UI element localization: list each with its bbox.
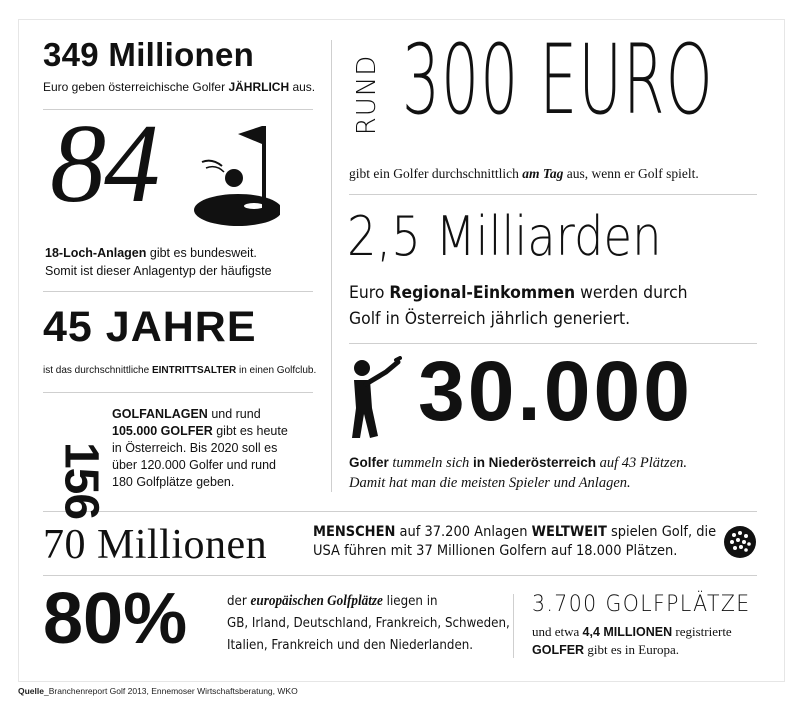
center-divider: [331, 40, 332, 492]
caption-text: gibt ein Golfer durchschnittlich: [349, 166, 523, 181]
stat-30000-line2: Damit hat man die meisten Spieler und Anlagen.: [349, 475, 631, 491]
caption-text: ist das durchschnittliche: [43, 365, 152, 376]
caption-strong: in Niederösterreich: [472, 455, 596, 470]
golf-flag-hole-icon: [188, 122, 280, 232]
caption-text: auf 37.200 Anlagen: [395, 524, 532, 540]
caption-text: der: [227, 593, 251, 609]
stat-80-line1: [227, 593, 438, 610]
divider-left-3: [43, 392, 313, 393]
stat-70-line2: USA führen mit 37 Millionen Golfern auf 18.000 Plätzen.: [313, 543, 678, 559]
stat-3700-golfplaetze: 3.700 GOLFPLÄTZE: [532, 592, 751, 617]
stat-3700-line2: [532, 642, 679, 658]
stat-156-line3: in Österreich. Bis 2020 soll es: [112, 441, 278, 455]
stat-156-line2: [112, 424, 288, 438]
divider-full-2: [43, 575, 757, 576]
source-text: _Branchenreport Golf 2013, Ennemoser Wirtschaftsberatung, WKO: [43, 686, 298, 696]
stat-156-line4: über 120.000 Golfer und rund: [112, 458, 277, 472]
stat-300-rund: RUND: [352, 54, 382, 136]
stat-156-line1: [112, 407, 261, 421]
stat-3700-line1: [532, 624, 732, 640]
divider-left-2: [43, 291, 313, 292]
caption-text: gibt es bundesweit.: [146, 246, 257, 260]
caption-text: tummeln sich: [388, 455, 473, 471]
stat-30000: 30.000: [418, 344, 693, 438]
caption-strong: Golfer: [349, 455, 389, 470]
golf-ball-icon: [723, 525, 757, 559]
stat-80-line2: GB, Irland, Deutschland, Frankreich, Schweden,: [227, 615, 510, 631]
caption-strong: JÄHRLICH: [228, 80, 290, 94]
caption-strong: MENSCHEN: [313, 524, 396, 540]
stat-80-line3: Italien, Frankreich und den Niederlanden.: [227, 637, 474, 653]
stat-80-percent: 80%: [43, 579, 188, 659]
golfer-swing-icon: [346, 356, 402, 442]
caption-strong: 18-Loch-Anlagen: [45, 246, 147, 260]
stat-349-caption: [43, 80, 315, 94]
caption-strong: WELTWEIT: [531, 524, 607, 540]
stat-70-line1: [313, 524, 716, 540]
caption-text: aus.: [289, 80, 316, 94]
stat-300-euro: 300 EURO: [402, 24, 714, 136]
stat-156-number: 156: [54, 441, 108, 520]
caption-text: Euro geben österreichische Golfer: [43, 80, 229, 94]
stat-70-millionen: 70 Millionen: [43, 522, 268, 568]
stat-2-5-line2: Golf in Österreich jährlich generiert.: [349, 309, 631, 329]
caption-text: und etwa: [532, 624, 583, 639]
source-label: Quelle: [18, 686, 44, 696]
caption-strong: GOLFANLAGEN: [112, 407, 208, 421]
stat-30000-line1: [349, 455, 687, 472]
caption-text: und rund: [207, 407, 261, 421]
stat-2-5-milliarden: 2,5 Milliarden: [347, 205, 662, 268]
stat-2-5-line1: [349, 283, 688, 303]
stat-84-caption-line2: Somit ist dieser Anlagentyp der häufigste: [45, 264, 272, 278]
stat-45-caption: [43, 365, 316, 376]
caption-text: spielen Golf, die: [606, 524, 717, 540]
caption-strong: GOLFER: [532, 643, 585, 657]
caption-strong: Regional-Einkommen: [389, 283, 576, 303]
stat-45-jahre: 45 JAHRE: [43, 303, 257, 351]
stat-84-caption-line1: [45, 246, 257, 260]
divider-right-1: [349, 194, 757, 195]
stat-156-line5: 180 Golfplätze geben.: [112, 475, 235, 489]
stat-300-caption: [349, 166, 699, 182]
caption-strong: 105.000 GOLFER: [112, 424, 213, 438]
stat-84-number: 84: [50, 102, 158, 226]
caption-text: werden durch: [575, 283, 688, 303]
caption-text: auf 43 Plätzen.: [595, 455, 688, 471]
divider-bottom-vertical: [513, 594, 514, 658]
caption-strong: 4,4 MILLIONEN: [582, 625, 673, 639]
caption-text: gibt es in Europa.: [584, 642, 680, 657]
caption-text: liegen in: [382, 593, 438, 609]
caption-text: Euro: [349, 283, 390, 303]
caption-text: in einen Golfclub.: [236, 365, 317, 376]
caption-text: gibt es heute: [212, 424, 288, 438]
divider-full-1: [43, 511, 757, 512]
caption-emphasis: europäischen Golfplätze: [250, 593, 383, 609]
source-note: [18, 686, 298, 696]
caption-strong: EINTRITTSALTER: [151, 365, 237, 376]
caption-emphasis: am Tag: [522, 166, 564, 181]
caption-text: aus, wenn er Golf spielt.: [563, 166, 699, 181]
caption-text: registrierte: [672, 624, 732, 639]
stat-349-millionen: 349 Millionen: [43, 36, 255, 73]
